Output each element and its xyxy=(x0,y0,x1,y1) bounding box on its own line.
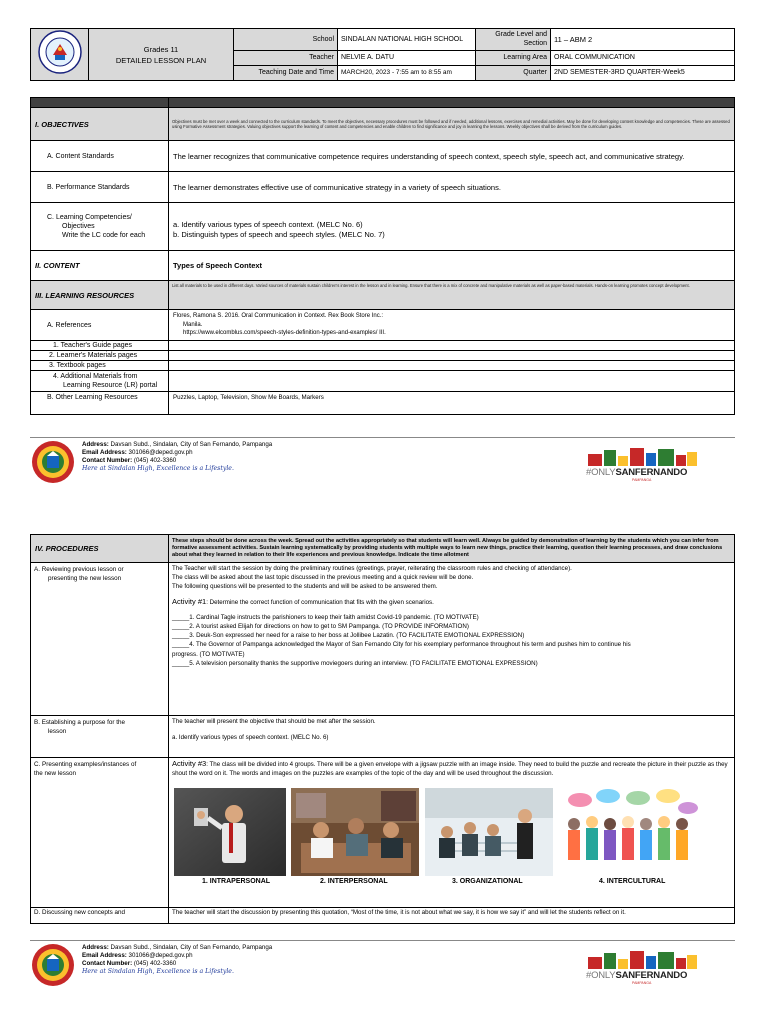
footer-email: Email Address: 301066@deped.gov.ph xyxy=(82,952,193,959)
procedure-label-line: B. Establishing a purpose for the xyxy=(34,719,126,726)
teacher-value: NELVIE A. DATU xyxy=(338,50,476,65)
content-standards-value: The learner recognizes that communicative competence requires understanding of speech context, speech style, speech act, and communicative strategy. xyxy=(169,141,735,172)
activity-1-heading: Activity #1: Determine the correct function of communication that fits with the given scenarios. xyxy=(172,596,434,606)
textbook-value xyxy=(169,361,735,371)
footer-divider xyxy=(30,437,735,438)
grade-label: Grade Level and Section xyxy=(476,29,551,51)
footer-divider xyxy=(30,940,735,941)
quarter-value: 2ND SEMESTER-3RD QUARTER-Week5 xyxy=(551,65,735,80)
procedure-a-label xyxy=(31,563,169,716)
city-skyline-icon xyxy=(588,949,698,969)
image-caption: 2. INTERPERSONAL xyxy=(320,878,388,886)
procedure-b-content xyxy=(169,716,735,758)
learners-materials-label: 2. Learner's Materials pages xyxy=(31,351,169,361)
content-label: II. CONTENT xyxy=(31,251,169,281)
footer-contact: Contact Number: (045) 402-3360 xyxy=(82,960,177,967)
content-standards-label: A. Content Standards xyxy=(31,141,169,172)
image-caption: 4. INTERCULTURAL xyxy=(599,878,666,886)
intrapersonal-image xyxy=(174,788,286,876)
competencies-label-line: Objectives xyxy=(62,223,95,230)
lesson-plan-table-1 xyxy=(30,97,735,415)
procedure-label-line: presenting the new lesson xyxy=(48,575,122,582)
footer-address: Address: Davsan Subd., Sindalan, City of San Fernando, Pampanga xyxy=(82,944,273,951)
references-label: A. References xyxy=(31,310,169,341)
city-brand-logo xyxy=(582,949,700,989)
question-item: _____5. A television personality thanks the supportive moviegoers during an interview. (TO FACILITATE EMOTIONAL EXPRESSION) xyxy=(172,659,538,667)
interpersonal-image xyxy=(291,788,419,876)
school-label: School xyxy=(234,29,338,51)
question-item: _____2. A tourist asked Elijah for directions on how to get to SM Pampanga. (TO PROVIDE INFORMATION) xyxy=(172,623,469,631)
content-value: Types of Speech Context xyxy=(169,251,735,281)
footer-contact-block xyxy=(82,441,482,473)
grade-value: 11 – ABM 2 xyxy=(551,29,735,51)
teachers-guide-value xyxy=(169,341,735,351)
paragraph-line: The Teacher will start the session by doing the preliminary routines (greetings, prayer, reiterating the classroom rules and checking of attendance). xyxy=(172,565,572,572)
other-resources-value: Puzzles, Laptop, Television, Show Me Boards, Markers xyxy=(169,392,735,415)
competencies-label-line: C. Learning Competencies/ xyxy=(47,214,132,221)
footer-email: Email Address: 301066@deped.gov.ph xyxy=(82,449,193,456)
competencies-label xyxy=(31,203,169,251)
procedure-d-label: D. Discussing new concepts and xyxy=(31,908,169,924)
question-item: _____1. Cardinal Tagle instructs the parishioners to keep their faith amidst Covid-19 pandemic. (TO MOTIVATE) xyxy=(172,613,479,621)
performance-standards-label: B. Performance Standards xyxy=(31,172,169,203)
additional-materials-value xyxy=(169,371,735,392)
intercultural-image xyxy=(560,786,700,878)
teacher-label: Teacher xyxy=(234,50,338,65)
plan-title-text: DETAILED LESSON PLAN xyxy=(115,55,207,65)
school-seal-icon xyxy=(30,440,76,484)
image-strip xyxy=(172,778,731,890)
additional-materials-line: Learning Resource (LR) portal xyxy=(63,382,158,389)
references-value xyxy=(169,310,735,341)
procedures-label: IV. PROCEDURES xyxy=(31,535,169,563)
procedure-a-content xyxy=(169,563,735,716)
image-caption: 3. ORGANIZATIONAL xyxy=(452,878,523,886)
school-seal-icon xyxy=(30,943,76,987)
performance-standards-value: The learner demonstrates effective use of communicative strategy in a variety of speech situations. xyxy=(169,172,735,203)
city-brand-subtext: PAMPANGA xyxy=(632,478,652,482)
footer-motto: Here at Sindalan High, Excellence is a Lifestyle. xyxy=(82,465,234,472)
question-item: _____3. Deuk-Son expressed her need for a raise to her boss at Jollibee Lazatin. (TO FACILITATE EMOTIONAL EXPRESSION) xyxy=(172,632,525,640)
procedure-c-content xyxy=(169,758,735,908)
table-top-bar-left xyxy=(31,98,169,108)
school-value: SINDALAN NATIONAL HIGH SCHOOL xyxy=(338,29,476,51)
paragraph-line: a. Identify various types of speech context. (MELC No. 6) xyxy=(172,734,329,741)
procedure-c-label xyxy=(31,758,169,908)
reference-line: Flores, Ramona S. 2016. Oral Communication in Context. Rex Book Store Inc.: xyxy=(173,313,384,320)
textbook-label: 3. Textbook pages xyxy=(31,361,169,371)
city-skyline-icon xyxy=(588,446,698,466)
objectives-note: Objectives must be met over a week and connected to the curriculum standards. To meet the objectives, necessary procedures must be followed and if needed, additional lessons, exercises and remedial activities. May be done for developing content knowledge and competencies. These are assessed using Formative Assessment strategies. Valuing objectives support the learning of content and competencies and enable children to find significance and joy in learning the lessons. Weekly objectives shall be derived from the curriculum guides. xyxy=(169,108,735,141)
city-brand-text: #ONLYSANFERNANDO xyxy=(586,970,688,981)
additional-materials-line: 4. Additional Materials from xyxy=(53,373,138,380)
additional-materials-label xyxy=(31,371,169,392)
quarter-label: Quarter xyxy=(476,65,551,80)
deped-seal-icon xyxy=(35,29,85,75)
deped-seal-cell xyxy=(31,29,89,81)
reference-line: Manila. xyxy=(183,321,203,328)
paragraph-line: The teacher will present the objective that should be met after the session. xyxy=(172,718,376,725)
competencies-value xyxy=(169,203,735,251)
competency-item: a. Identify various types of speech context. (MELC No. 6) xyxy=(173,219,363,229)
area-label: Learning Area xyxy=(476,50,551,65)
objectives-label: I. OBJECTIVES xyxy=(31,108,169,141)
date-value: MARCH20, 2023 - 7:55 am to 8:55 am xyxy=(338,65,476,80)
procedure-d-content: The teacher will start the discussion by presenting this quotation, “Most of the time, it is not about what we say, it is how we say it” and will let the students reflect on it. xyxy=(169,908,735,924)
procedures-note: These steps should be done across the week. Spread out the activities appropriately so that students will learn well. Always be guided by demonstration of learning by the students which you can infer from formative assessment activities. Sustain learning systematically by providing students with multiple ways to learn new things, practice their learning, question their learning processes, and draw conclusions about what they learned in relation to their life experiences and previous knowledge. Indicate the time allotment xyxy=(169,535,735,563)
footer-contact: Contact Number: (045) 402-3360 xyxy=(82,457,177,464)
city-brand-logo xyxy=(582,446,700,486)
resources-label: III. LEARNING RESOURCES xyxy=(31,281,169,310)
plan-title-grade: Grades 11 xyxy=(143,44,179,54)
header-block xyxy=(30,28,735,78)
table-top-bar-right xyxy=(169,98,735,108)
learners-materials-value xyxy=(169,351,735,361)
city-brand-subtext: PAMPANGA xyxy=(632,981,652,985)
teachers-guide-label: 1. Teacher's Guide pages xyxy=(31,341,169,351)
procedure-label-line: C. Presenting examples/instances of xyxy=(34,761,137,768)
footer-1 xyxy=(30,440,735,485)
date-label: Teaching Date and Time xyxy=(234,65,338,80)
footer-address: Address: Davsan Subd., Sindalan, City of San Fernando, Pampanga xyxy=(82,441,273,448)
area-value: ORAL COMMUNICATION xyxy=(551,50,735,65)
activity-3-text: Activity #3: The class will be divided into 4 groups. There will be a given envelope with a jigsaw puzzle with an image inside. They need to build the puzzle and recreate the picture in their puzzle as they shout the word on it. The words and images on the puzzles are examples of the topic of the day and will be used throughout the discussion. xyxy=(172,759,728,778)
resources-note: List all materials to be used in different days. Varied sources of materials sustain children's interest in the lesson and in learning. Ensure that there is a mix of concrete and manipulative materials as well as paper-based materials. Hands-on learning promotes concept development. xyxy=(169,281,735,310)
paragraph-line: The following questions will be presented to the students and will be asked to be answered them. xyxy=(172,583,438,591)
footer-contact-block xyxy=(82,944,482,976)
footer-2 xyxy=(30,943,735,988)
procedure-b-label xyxy=(31,716,169,758)
procedure-label-line: lesson xyxy=(48,728,67,735)
question-item-continued: progress. (TO MOTIVATE) xyxy=(172,650,245,658)
image-caption: 1. INTRAPERSONAL xyxy=(202,878,271,886)
competency-item: b. Distinguish types of speech and speech styles. (MELC No. 7) xyxy=(173,229,385,239)
organizational-image xyxy=(425,788,553,876)
question-item: _____4. The Governor of Pampanga acknowledged the Mayor of San Fernando City for his exemplary performance throughout his term and pushes him to continue his xyxy=(172,641,631,649)
competencies-label-line: Write the LC code for each xyxy=(62,232,146,239)
other-resources-label: B. Other Learning Resources xyxy=(31,392,169,415)
paragraph-line: The class will be asked about the last topic discussed in the previous meeting and a quick review will be done. xyxy=(172,574,474,582)
plan-title xyxy=(89,29,234,81)
footer-motto: Here at Sindalan High, Excellence is a Lifestyle. xyxy=(82,968,234,975)
procedure-label-line: the new lesson xyxy=(34,770,77,777)
procedure-label-line: A. Reviewing previous lesson or xyxy=(34,566,124,573)
lesson-plan-table-2 xyxy=(30,534,735,924)
reference-link[interactable]: https://www.elcomblus.com/speech-styles-definition-types-and-examples/ III. xyxy=(183,330,386,337)
city-brand-text: #ONLYSANFERNANDO xyxy=(586,467,688,478)
